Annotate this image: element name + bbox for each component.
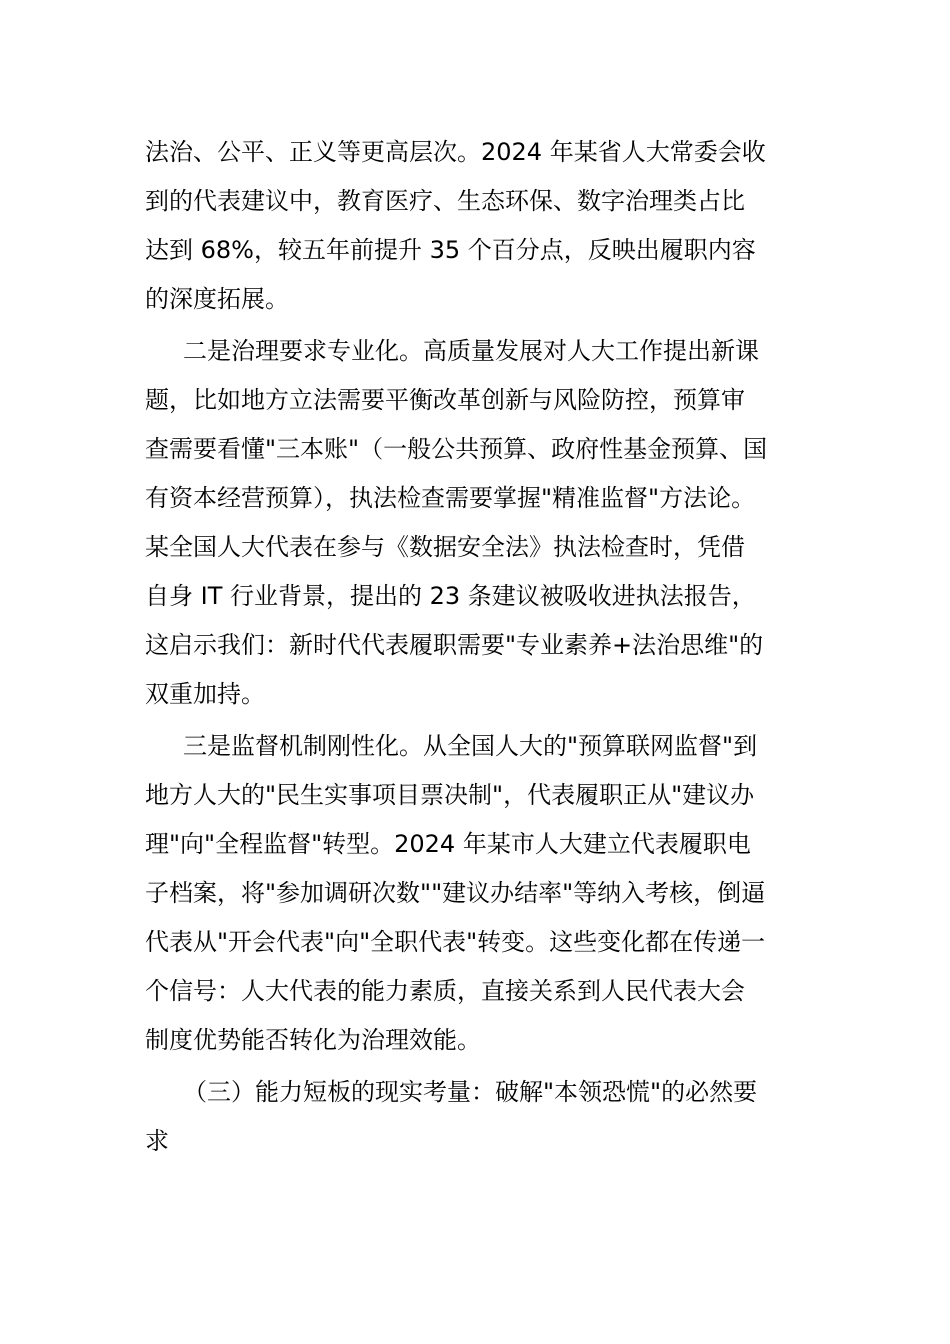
text-line: 达到 68%，较五年前提升 35 个百分点，反映出履职内容 bbox=[145, 236, 756, 264]
text-line: 某全国人大代表在参与《数据安全法》执法检查时，凭借 bbox=[145, 533, 745, 561]
text-line: 双重加持。 bbox=[145, 680, 265, 708]
text-line: 到的代表建议中，教育医疗、生态环保、数字治理类占比 bbox=[145, 187, 745, 215]
text-line: 理"向"全程监督"转型。2024 年某市人大建立代表履职电 bbox=[145, 830, 751, 858]
text-line: 个信号：人大代表的能力素质，直接关系到人民代表大会 bbox=[145, 977, 745, 1005]
text-line: 查需要看懂"三本账"（一般公共预算、政府性基金预算、国 bbox=[145, 435, 768, 463]
text-line: 法治、公平、正义等更高层次。2024 年某省人大常委会收 bbox=[145, 138, 766, 166]
text-line: 地方人大的"民生实事项目票决制"，代表履职正从"建议办 bbox=[145, 781, 755, 809]
text-line: 有资本经营预算），执法检查需要掌握"精准监督"方法论。 bbox=[145, 484, 756, 512]
text-line: 自身 IT 行业背景，提出的 23 条建议被吸收进执法报告， bbox=[145, 582, 756, 610]
section-heading: （三）能力短板的现实考量：破解"本领恐慌"的必然要 bbox=[183, 1078, 758, 1106]
text-line: 子档案，将"参加调研次数""建议办结率"等纳入考核，倒逼 bbox=[145, 879, 766, 907]
text-line: 这启示我们：新时代代表履职需要"专业素养+法治思维"的 bbox=[145, 631, 764, 659]
text-line: 题，比如地方立法需要平衡改革创新与风险防控，预算审 bbox=[145, 386, 745, 414]
section-heading-continued: 求 bbox=[145, 1127, 169, 1155]
text-line: 制度优势能否转化为治理效能。 bbox=[145, 1026, 481, 1054]
text-line: 三是监督机制刚性化。从全国人大的"预算联网监督"到 bbox=[183, 732, 758, 760]
text-line: 代表从"开会代表"向"全职代表"转变。这些变化都在传递一 bbox=[145, 928, 766, 956]
text-line: 二是治理要求专业化。高质量发展对人大工作提出新课 bbox=[183, 337, 759, 365]
text-line: 的深度拓展。 bbox=[145, 285, 289, 313]
